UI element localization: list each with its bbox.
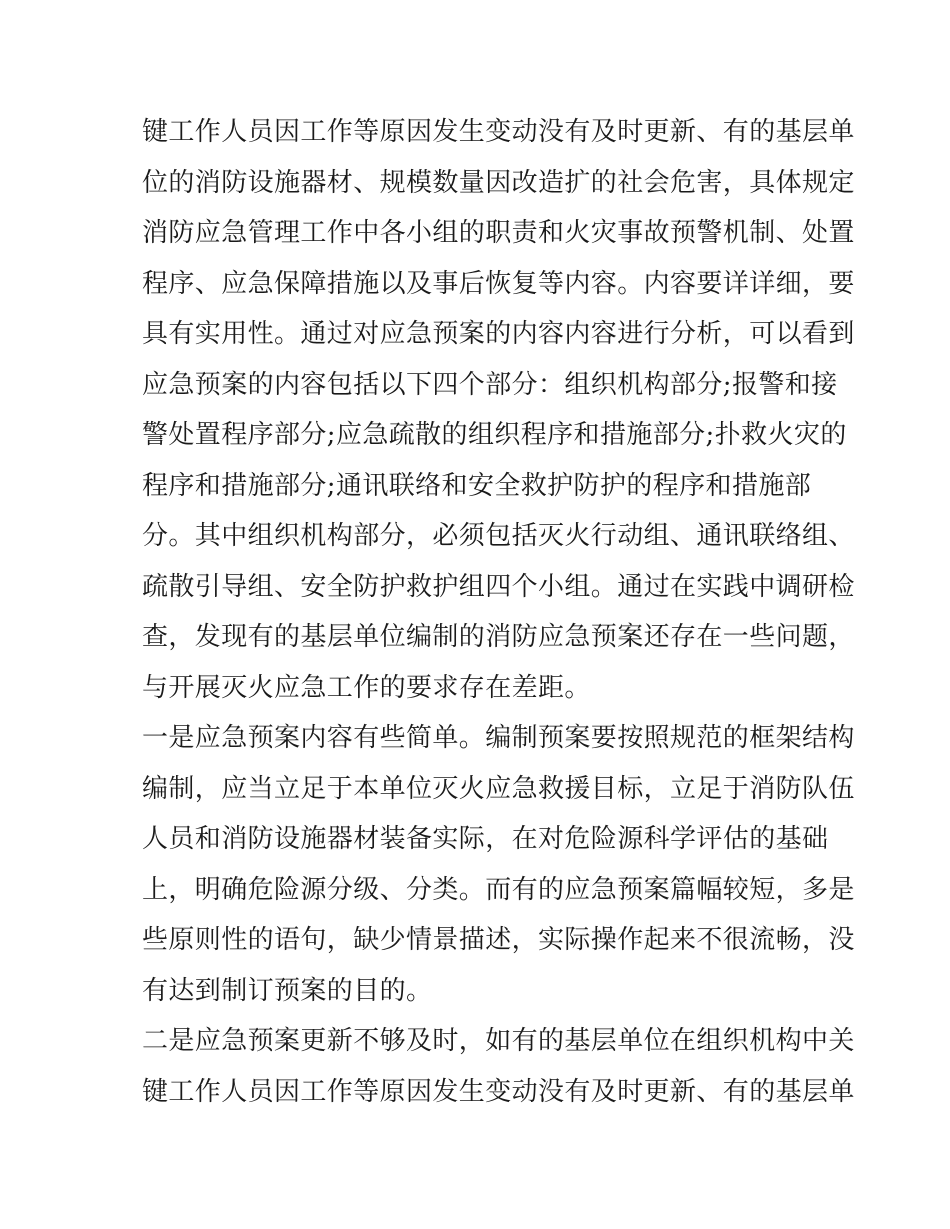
text-line: 一是应急预案内容有些简单。编制预案要按照规范的框架结构 — [142, 723, 855, 753]
body-text — [142, 107, 855, 1117]
text-line: 与开展灭火应急工作的要求存在差距。 — [142, 672, 591, 703]
text-line: 消防应急管理工作中各小组的职责和火灾事故预警机制、处置 — [142, 218, 855, 248]
text-line: 程序和措施部分;通讯联络和安全救护防护的程序和措施部 — [142, 470, 812, 501]
text-line: 些原则性的语句，缺少情景描述，实际操作起来不很流畅，没 — [142, 925, 855, 955]
text-line: 人员和消防设施器材装备实际，在对危险源科学评估的基础 — [142, 824, 829, 854]
text-line: 分。其中组织机构部分，必须包括灭火行动组、通讯联络组、 — [142, 521, 855, 551]
text-line: 上，明确危险源分级、分类。而有的应急预案篇幅较短，多是 — [142, 874, 855, 905]
text-line: 警处置程序部分;应急疏散的组织程序和措施部分;扑救火灾的 — [142, 420, 847, 450]
text-line: 键工作人员因工作等原因发生变动没有及时更新、有的基层单 — [142, 117, 855, 147]
text-line: 二是应急预案更新不够及时，如有的基层单位在组织机构中关 — [142, 1026, 855, 1056]
text-line: 应急预案的内容包括以下四个部分：组织机构部分;报警和接 — [142, 369, 838, 400]
text-line: 编制，应当立足于本单位灭火应急救援目标，立足于消防队伍 — [142, 773, 855, 804]
text-line: 位的消防设施器材、规模数量因改造扩的社会危害，具体规定 — [142, 167, 855, 198]
text-line: 程序、应急保障措施以及事后恢复等内容。内容要详详细，要 — [142, 268, 855, 299]
text-line: 具有实用性。通过对应急预案的内容内容进行分析，可以看到 — [142, 319, 855, 349]
text-line: 有达到制订预案的目的。 — [142, 975, 433, 1006]
text-line: 查，发现有的基层单位编制的消防应急预案还存在一些问题， — [142, 622, 855, 652]
text-line: 键工作人员因工作等原因发生变动没有及时更新、有的基层单 — [142, 1076, 855, 1107]
text-line: 疏散引导组、安全防护救护组四个小组。通过在实践中调研检 — [142, 571, 855, 602]
